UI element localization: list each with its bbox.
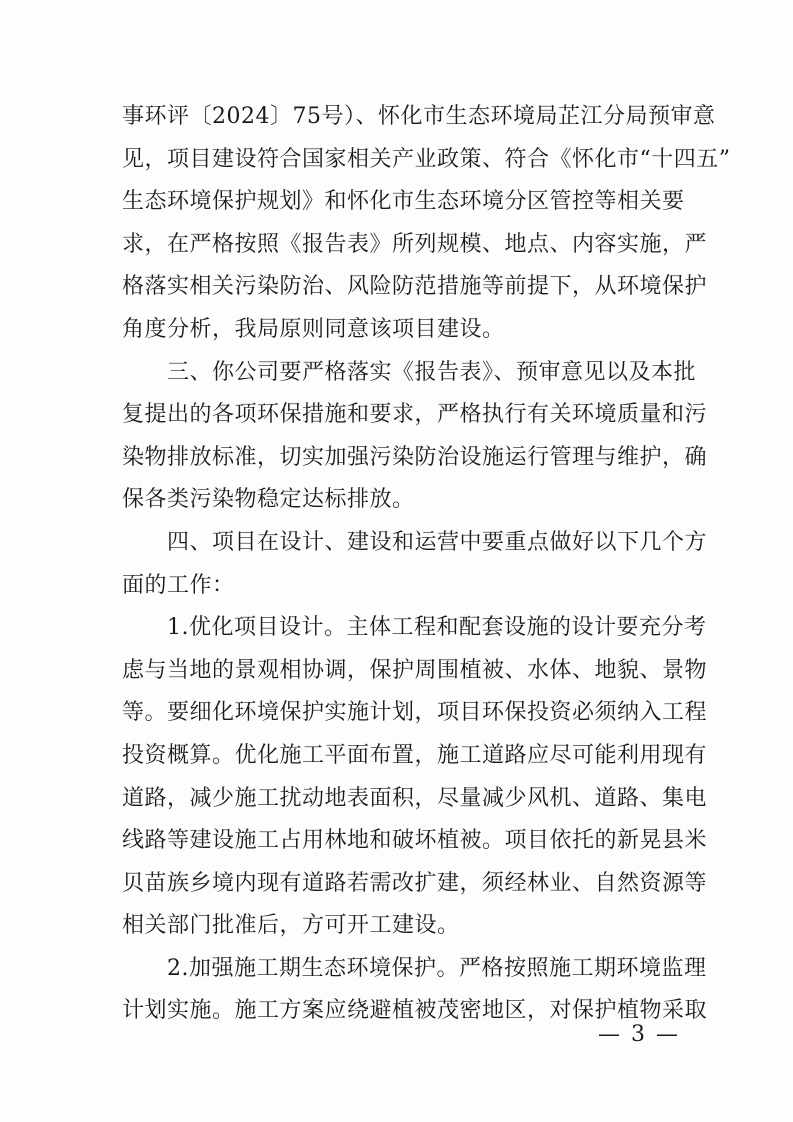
body-line: 虑与当地的景观相协调，保护周围植被、水体、地貌、景物 [122, 657, 708, 683]
body-line: 贝苗族乡境内现有道路若需改扩建，须经林业、自然资源等 [122, 870, 708, 896]
body-line: 三、你公司要严格落实《报告表》、预审意见以及本批 [122, 359, 697, 385]
body-line: 面的工作： [122, 572, 235, 598]
body-line: 四、项目在设计、建设和运营中要重点做好以下几个方 [122, 529, 708, 555]
body-line: 2.加强施工期生态环境保护。严格按照施工期环境监理 [122, 955, 707, 981]
body-line: 角度分析，我局原则同意该项目建设。 [122, 316, 505, 342]
body-line: 染物排放标准，切实加强污染防治设施运行管理与维护，确 [122, 444, 708, 470]
body-line: 道路，减少施工扰动地表面积，尽量减少风机、道路、集电 [122, 785, 708, 811]
body-line: 保各类污染物稳定达标排放。 [122, 487, 415, 513]
body-line: 格落实相关污染防治、风险防范措施等前提下，从环境保护 [122, 274, 708, 300]
document-body [122, 96, 731, 1033]
body-line: 求，在严格按照《报告表》所列规模、地点、内容实施，严 [122, 231, 708, 257]
body-line: 投资概算。优化施工平面布置，施工道路应尽可能利用现有 [122, 742, 708, 768]
body-line: 事环评〔2024〕75号）、怀化市生态环境局芷江分局预审意 [122, 104, 716, 129]
body-line: 线路等建设施工占用林地和破坏植被。项目依托的新晃县米 [122, 828, 708, 854]
body-line: 等。要细化环境保护实施计划，项目环保投资必须纳入工程 [122, 700, 708, 726]
body-line: 相关部门批准后，方可开工建设。 [122, 913, 460, 939]
body-line: 生态环境保护规划》和怀化市生态环境分区管控等相关要 [122, 189, 685, 215]
body-line: 计划实施。施工方案应绕避植被茂密地区，对保护植物采取 [122, 998, 708, 1024]
body-line: 1.优化项目设计。主体工程和配套设施的设计要充分考 [122, 615, 707, 641]
page-number: — 3 — [598, 1022, 680, 1047]
body-line: 见，项目建设符合国家相关产业政策、符合《怀化市“十四五” [122, 146, 731, 172]
body-line: 复提出的各项环保措施和要求，严格执行有关环境质量和污 [122, 402, 708, 428]
